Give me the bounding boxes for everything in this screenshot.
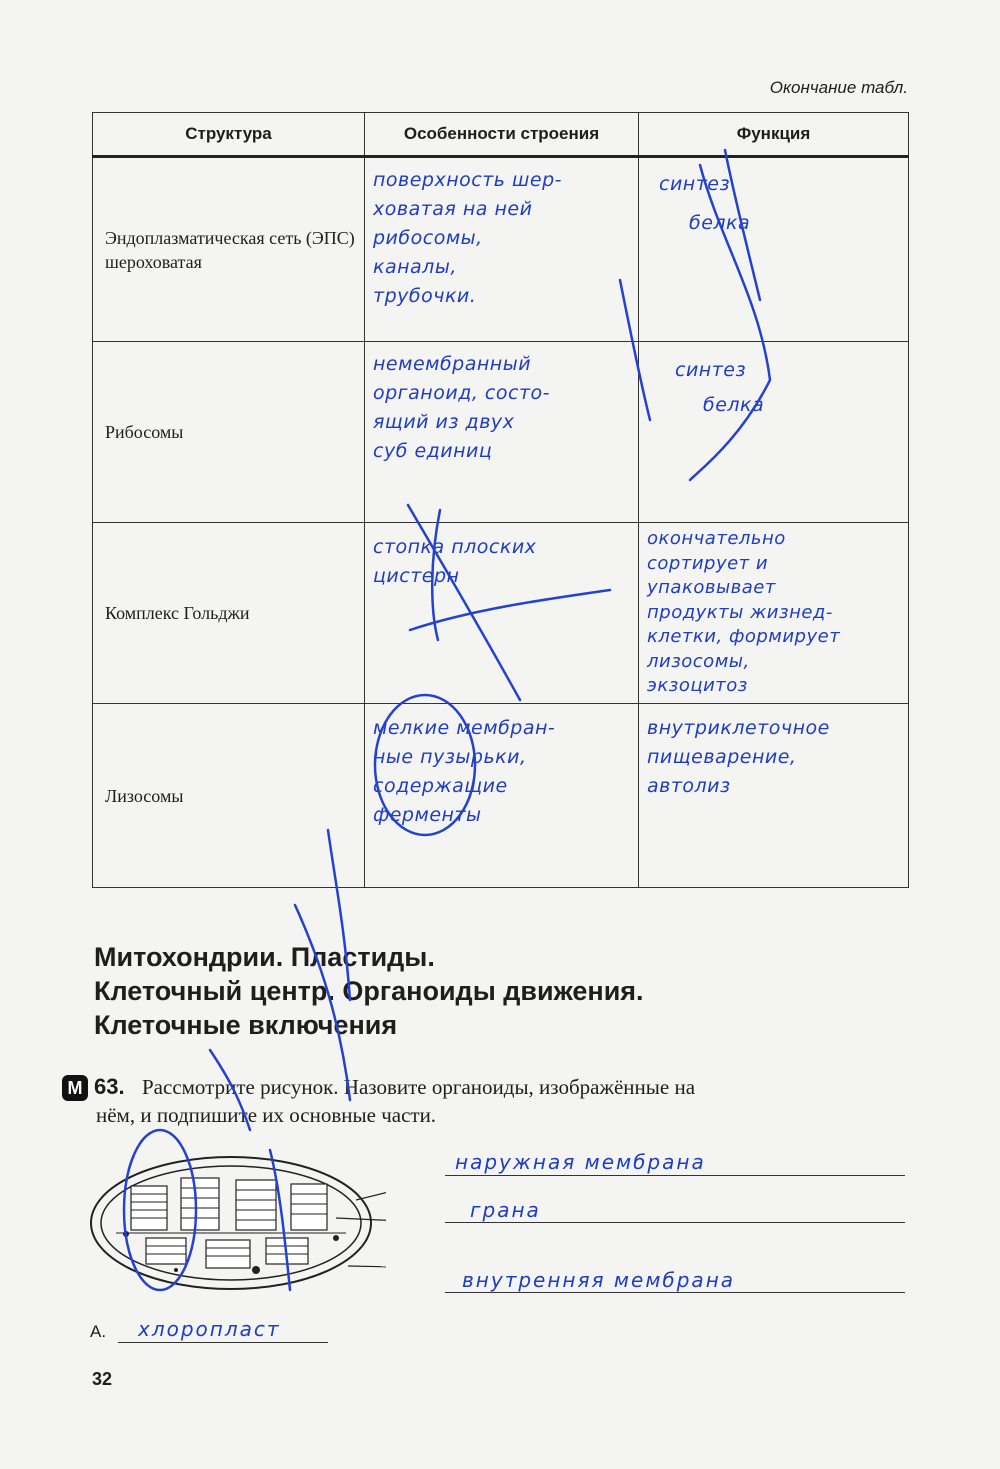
handwritten-line: ные пузырьки,: [373, 746, 527, 768]
header-function: Функция: [639, 113, 909, 157]
heading-line: Клеточные включения: [94, 1010, 398, 1040]
handwritten-line: белка: [689, 212, 751, 234]
function-cell: [639, 523, 909, 704]
features-cell: [365, 342, 639, 523]
heading-line: Митохондрии. Пластиды.: [94, 942, 435, 972]
handwritten-answer: [365, 704, 638, 830]
handwritten-line: ящий из двух: [373, 411, 515, 433]
task-line: Рассмотрите рисунок. Назовите органоиды, изображённые на: [142, 1075, 696, 1099]
answer-line-2: [445, 1222, 905, 1223]
structure-cell: [93, 157, 365, 342]
chloroplast-figure: [86, 1138, 386, 1308]
handwritten-line: поверхность шер-: [373, 169, 563, 191]
handwritten-line: мелкие мембран-: [373, 717, 556, 739]
handwritten-line: экзоцитоз: [647, 675, 748, 696]
structure-name: Рибосомы: [105, 422, 184, 442]
heading-line: Клеточный центр. Органоиды движения.: [94, 976, 644, 1006]
answer-line-a: [118, 1342, 328, 1343]
handwritten-answer: [639, 523, 908, 699]
header-structure: Структура: [93, 113, 365, 157]
table-row: [93, 523, 909, 704]
table-caption: Окончание табл.: [769, 78, 908, 97]
answer-organelle: хлоропласт: [138, 1317, 281, 1341]
function-cell: [639, 157, 909, 342]
handwritten-line: автолиз: [647, 775, 731, 797]
answer-line-1: [445, 1175, 905, 1176]
handwritten-line: клетки, формирует: [647, 626, 841, 647]
features-cell: [365, 704, 639, 888]
section-heading: [94, 940, 644, 1042]
function-cell: [639, 704, 909, 888]
features-cell: [365, 157, 639, 342]
structure-cell: [93, 523, 365, 704]
handwritten-answer: [639, 704, 908, 801]
handwritten-line: синтез: [659, 173, 731, 195]
structure-cell: [93, 342, 365, 523]
task-number: 63.: [94, 1074, 125, 1099]
handwritten-line: рибосомы,: [373, 227, 483, 249]
handwritten-line: содержащие: [373, 775, 508, 797]
structure-name: Лизосомы: [105, 785, 184, 806]
handwritten-line: упаковывает: [647, 577, 776, 598]
handwritten-line: ховатая на ней: [373, 198, 533, 220]
handwritten-line: белка: [703, 394, 765, 416]
handwritten-line: ферменты: [373, 804, 482, 826]
structure-cell: [93, 704, 365, 888]
handwritten-line: сортирует и: [647, 552, 769, 574]
structure-name: Комплекс Гольджи: [105, 603, 250, 623]
handwritten-line: немембранный: [373, 353, 532, 375]
table-row: [93, 704, 909, 888]
handwritten-answer: [365, 158, 638, 311]
label-grana: грана: [470, 1198, 541, 1222]
table-row: [93, 157, 909, 342]
handwritten-line: внутриклеточное: [647, 717, 830, 739]
handwritten-line: трубочки.: [373, 285, 477, 307]
table-row: [93, 342, 909, 523]
page-number: 32: [92, 1369, 113, 1389]
handwritten-line: цистерн: [373, 565, 460, 587]
handwritten-line: суб единиц: [373, 440, 493, 462]
handwritten-line: окончательно: [647, 528, 786, 549]
handwritten-line: органоид, состо-: [373, 382, 550, 404]
handwritten-line: лизосомы,: [647, 650, 750, 672]
function-cell: [639, 342, 909, 523]
features-cell: [365, 523, 639, 704]
handwritten-answer: [365, 342, 638, 466]
handwritten-line: продукты жизнед-: [647, 601, 833, 623]
handwritten-answer: [639, 342, 908, 420]
handwritten-line: каналы,: [373, 256, 457, 278]
answer-line-3: [445, 1292, 905, 1293]
task-line: нём, и подпишите их основные части.: [96, 1103, 437, 1127]
handwritten-line: стопка плоских: [373, 536, 537, 558]
task-level-badge: М: [62, 1075, 88, 1101]
answer-prefix: А.: [90, 1322, 107, 1341]
label-inner-membrane: внутренняя мембрана: [462, 1268, 736, 1292]
table-header-row: [93, 113, 909, 157]
handwritten-line: синтез: [675, 359, 747, 381]
label-outer-membrane: наружная мембрана: [455, 1150, 706, 1174]
handwritten-answer: [639, 158, 908, 238]
handwritten-answer: [365, 523, 638, 591]
header-features: Особенности строения: [365, 113, 639, 157]
organelles-table: [92, 112, 909, 888]
structure-name: Эндоплазматическая сеть (ЭПС) шероховатая: [105, 227, 355, 272]
handwritten-line: пищеварение,: [647, 746, 797, 768]
